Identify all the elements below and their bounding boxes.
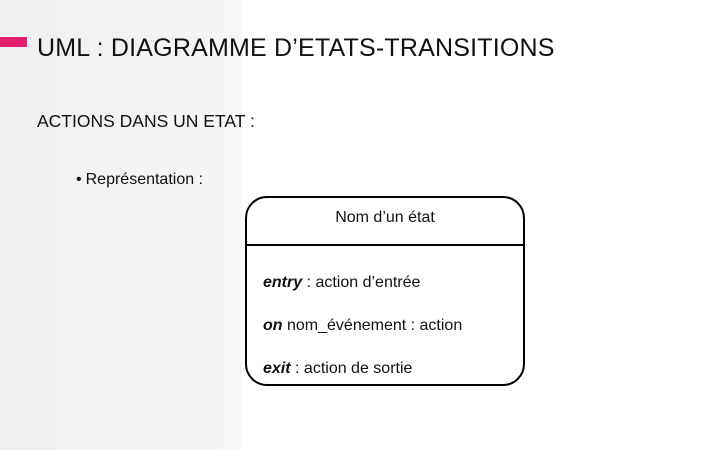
exit-action <box>263 358 412 380</box>
section-heading: ACTIONS DANS UN ETAT : <box>37 111 255 131</box>
entry-keyword: entry <box>263 274 303 291</box>
bullet-icon: • <box>76 171 82 188</box>
state-name: Nom d’un état <box>335 209 435 226</box>
exit-action-text: : action de sortie <box>290 360 413 377</box>
on-keyword: on <box>263 317 283 334</box>
title-accent-bar <box>0 37 27 47</box>
bullet-item <box>76 169 203 191</box>
entry-action <box>263 272 420 294</box>
slide-title: UML : DIAGRAMME D’ETATS-TRANSITIONS <box>37 34 555 62</box>
left-background-panel <box>0 0 242 450</box>
exit-keyword: exit <box>263 360 291 377</box>
state-compartment-divider <box>247 244 523 246</box>
event-action <box>263 315 462 337</box>
entry-action-text: : action d’entrée <box>302 274 421 291</box>
event-action-text: nom_événement : action <box>282 317 463 334</box>
bullet-text: Représentation : <box>85 171 204 188</box>
uml-state-box <box>245 196 525 386</box>
